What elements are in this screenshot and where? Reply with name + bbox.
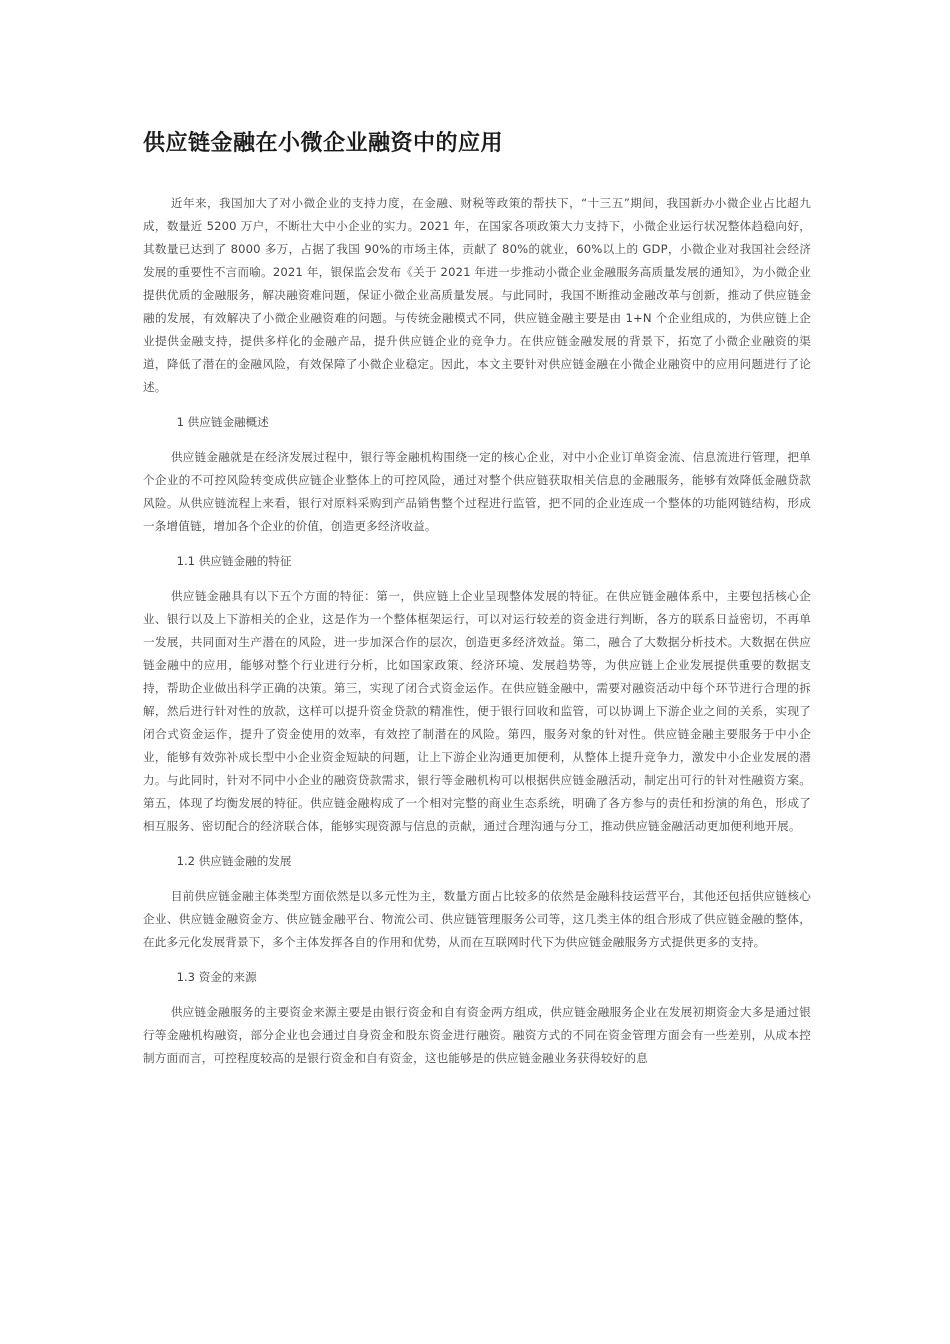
section-1-2-paragraph: 目前供应链金融主体类型方面依然是以多元性为主，数量方面占比较多的依然是金融科技运营平台，其他还包括供应链核心企业、供应链金融资金方、供应链金融平台、物流公司、供应链管理服务公司等，这几类主体的组合形成了供应链金融的整体，在此多元化发展背景下，多个主体发挥各自的作用和优势，从而在互联网时代下为供应链金融服务方式提供更多的支持。 — [143, 889, 811, 949]
document-body — [143, 192, 811, 1070]
section-1-3-heading: 1.3 资金的来源 — [176, 970, 257, 984]
section-1-heading: 1 供应链金融概述 — [176, 415, 269, 429]
intro-paragraph: 近年来，我国加大了对小微企业的支持力度，在金融、财税等政策的帮扶下，“十三五”期间，我国新办小微企业占比超九成，数量近 5200 万户，不断壮大中小企业的实力。2021 年，在国家各项政策大力支持下，小微企业运行状况整体趋稳向好，其数量已达到了 8000 多万，占据了我国 90%的市场主体，贡献了 80%的就业，60%以上的 GDP，小微企业对我国社会经济发展的重要性不言而喻。2021 年，银保监会发布《关于 2021 年进一步推动小微企业金融服务高质量发展的通知》，为小微企业提供优质的金融服务，解决融资难问题，保证小微企业高质量发展。与此同时，我国不断推动金融改革与创新，推动了供应链金融的发展，有效解决了小微企业融资难的问题。与传统金融模式不同，供应链金融主要是由 1+N 个企业组成的，为供应链上企业提供金融支持，提供多样化的金融产品，提升供应链企业的竞争力。在供应链金融发展的背景下，拓宽了小微企业融资的渠道，降低了潜在的金融风险，有效保障了小微企业稳定。因此，本文主要针对供应链金融在小微企业融资中的应用问题进行了论述。 — [143, 196, 811, 394]
document-title: 供应链金融在小微企业融资中的应用 — [143, 131, 504, 156]
section-1-3-paragraph: 供应链金融服务的主要资金来源主要是由银行资金和自有资金两方组成，供应链金融服务企业在发展初期资金大多是通过银行等金融机构融资，部分企业也会通过自身资金和股东资金进行融资。融资方式的不同在资金管理方面会有一些差别，从成本控制方面而言，可控程度较高的是银行资金和自有资金，这也能够是的供应链金融业务获得较好的息 — [143, 1005, 811, 1065]
section-1-1-paragraph: 供应链金融具有以下五个方面的特征：第一，供应链上企业呈现整体发展的特征。在供应链金融体系中，主要包括核心企业、银行以及上下游相关的企业，这是作为一个整体框架运行，可以对运行较差的资金进行判断，各方的联系日益密切，不再单一发展，共同面对生产潜在的风险，进一步加深合作的层次，创造更多经济效益。第二，融合了大数据分析技术。大数据在供应链金融中的应用，能够对整个行业进行分析，比如国家政策、经济环境、发展趋势等，为供应链上企业发展提供重要的数据支持，帮助企业做出科学正确的决策。第三，实现了闭合式资金运作。在供应链金融中，需要对融资活动中每个环节进行合理的拆解，然后进行针对性的放款，这样可以提升资金贷款的精准性，便于银行回收和监管，可以协调上下游企业之间的关系，实现了闭合式资金运作，提升了资金使用的效率，有效控了制潜在的风险。第四，服务对象的针对性。供应链金融主要服务于中小企业，能够有效弥补成长型中小企业资金短缺的问题，让上下游企业沟通更加便利，从整体上提升竞争力，激发中小企业发展的潜力。与此同时，针对不同中小企业的融资贷款需求，银行等金融机构可以根据供应链金融活动，制定出可行的针对性融资方案。第五，体现了均衡发展的特征。供应链金融构成了一个相对完整的商业生态系统，明确了各方参与的责任和扮演的角色，形成了相互服务、密切配合的经济联合体，能够实现资源与信息的贡献，通过合理沟通与分工，推动供应链金融活动更加便利地开展。 — [143, 589, 811, 833]
section-1-1-heading: 1.1 供应链金融的特征 — [176, 554, 292, 568]
section-1-2-heading: 1.2 供应链金融的发展 — [176, 854, 292, 868]
section-1-paragraph: 供应链金融就是在经济发展过程中，银行等金融机构围绕一定的核心企业，对中小企业订单资金流、信息流进行管理，把单个企业的不可控风险转变成供应链企业整体上的可控风险，通过对整个供应链获取相关信息的金融服务，能够有效降低金融贷款风险。从供应链流程上来看，银行对原料采购到产品销售整个过程进行监管，把不同的企业连成一个整体的功能网链结构，形成一条增值链，增加各个企业的价值，创造更多经济收益。 — [143, 450, 811, 533]
